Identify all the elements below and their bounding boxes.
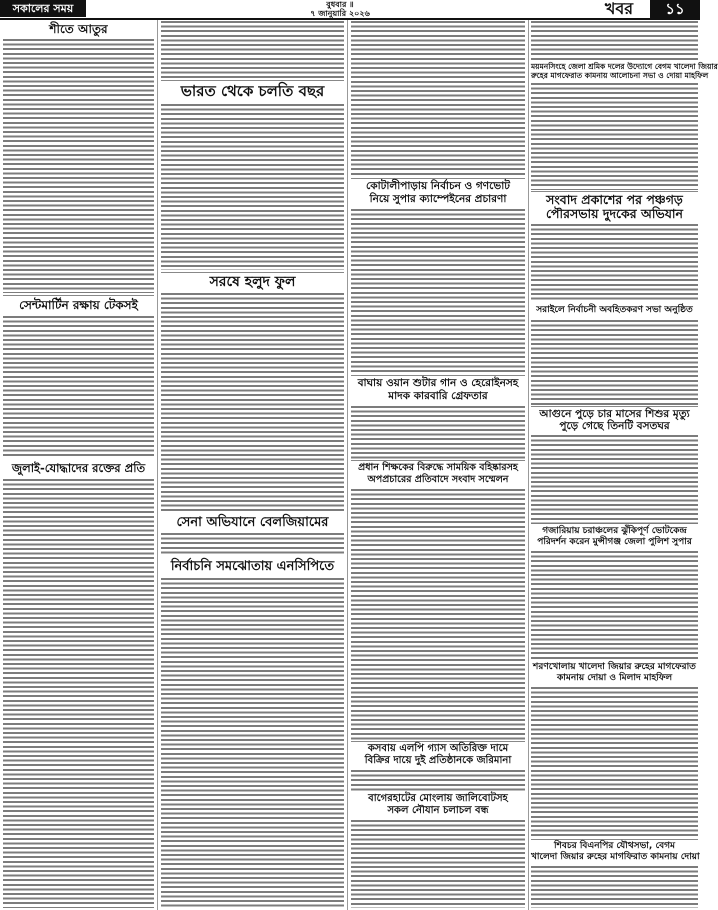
headline-line: বিক্রির দায়ে দুই প্রতিষ্ঠানকে জরিমানা: [364, 755, 512, 766]
headline-line: জুলাই-যোদ্ধাদের রক্তের প্রতি: [11, 461, 146, 475]
issue-date: [270, 0, 410, 18]
headline-line: সকল নৌযান চলাচল বন্ধ: [387, 805, 489, 816]
article-divider: [161, 80, 344, 81]
headline-line: নিয়ে সুপার ক্যাম্পেইনের প্রচারণা: [369, 193, 507, 205]
headline: [161, 558, 344, 575]
article-divider: [161, 272, 344, 273]
header-rule: [0, 18, 700, 20]
headline-line: সেন্টমার্টিন রক্ষায় টেকসই: [19, 298, 138, 312]
headline-line: সরষে হলুদ ফুল: [209, 274, 296, 290]
headline-line: অপপ্রচারের প্রতিবাদে সংবাদ সম্মেলন: [367, 474, 509, 485]
headline-line: সরাইলে নির্বাচনী অবহিতকরণ সভা অনুষ্ঠিত: [536, 305, 693, 315]
headline: [3, 297, 154, 313]
page-number: ১১: [650, 0, 700, 18]
headline-line: গজারিয়ায় চরাঞ্চলের ঝুঁকিপূর্ণ ভোটকেন্দ্র: [542, 526, 687, 536]
article-body: [531, 687, 698, 837]
headline: [351, 462, 525, 486]
article-divider: [351, 460, 525, 461]
article-body: [531, 866, 698, 908]
headline-line: সেনা অভিযানে বেলজিয়ামের: [176, 515, 329, 530]
headline: [351, 743, 525, 767]
issue-day: বুধবার ॥: [326, 0, 354, 9]
article-divider: [351, 375, 525, 376]
column-divider: [347, 20, 348, 910]
column-divider: [157, 20, 158, 910]
headline-line: শরণখোলায় খালেদা জিয়ার রুহের মাগফেরাত: [533, 662, 696, 672]
headline: [531, 304, 698, 317]
headline-line: নির্বাচনি সমঝোতায় এনসিপিতে: [170, 559, 335, 574]
article-body: [531, 83, 698, 190]
headline-line: ময়মনসিংহে জেলা শ্রমিক দলের উদ্যোগে বেগম খালেদা জিয়ার: [531, 62, 718, 71]
article-divider: [351, 741, 525, 742]
article-divider: [3, 295, 154, 296]
article-divider: [531, 406, 698, 407]
article-body: [161, 578, 344, 908]
article-body: [3, 479, 154, 908]
headline-line: শীতে আতুর: [49, 22, 108, 36]
section-title: খবর: [604, 0, 634, 18]
headline: [531, 62, 718, 80]
headline-line: সংবাদ প্রকাশের পর পঞ্চগড়: [546, 192, 683, 207]
headline: [161, 515, 344, 531]
masthead-logo: সকালের সময়: [0, 0, 86, 17]
headline-line: বাঘায় ওয়ান শুটার গান ও হেরোইনসহ: [357, 377, 519, 389]
article-body: [351, 489, 525, 740]
headline: [161, 82, 344, 101]
article-body: [161, 533, 344, 556]
headline: [531, 526, 698, 548]
headline: [531, 662, 698, 684]
article-body: [531, 435, 698, 524]
article-body: [3, 316, 154, 458]
article-divider: [531, 839, 698, 840]
headline-line: পরিদর্শন করেন মুন্সীগঞ্জ জেলা পুলিশ সুপার: [537, 537, 692, 547]
headline: [3, 22, 154, 37]
article-body: [3, 39, 154, 293]
article-body: [161, 104, 344, 270]
headline: [3, 461, 154, 476]
headline-line: বাগেরহাটের মোংলায় জালিবোটসহ: [368, 793, 508, 804]
article-body: [161, 21, 344, 78]
article-body: [351, 209, 525, 374]
headline-line: কসবায় এলপি গ্যাস অতিরিক্ত দামে: [367, 743, 509, 754]
headline-line: পুড়ে গেছে তিনটি বসতঘর: [559, 420, 670, 432]
article-divider: [351, 178, 525, 179]
article-body: [531, 551, 698, 659]
article-body: [351, 406, 525, 459]
headline-line: খালেদা জিয়ার রুহের মাগফিরাত কামনায় দোয়া: [531, 852, 700, 862]
headline: [531, 408, 698, 432]
headline-line: মাদক কারবারি গ্রেফতার: [388, 390, 488, 402]
column-divider: [528, 20, 529, 910]
headline-line: প্রধান শিক্ষকের বিরুদ্ধে সাময়িক বহিষ্কারসহ: [358, 462, 518, 473]
headline: [351, 377, 525, 403]
issue-date-text: ৭ জানুয়ারি ২০২৬: [310, 9, 370, 18]
article-body: [161, 293, 344, 513]
headline-line: কামনায় দোয়া ও মিলাদ মাহফিল: [556, 673, 673, 683]
article-body: [531, 320, 698, 405]
headline-line: রুহের মাগফেরাত কামনায় আলোচনা সভা ও দোয়া মাহফিল: [531, 71, 709, 80]
headline: [531, 193, 698, 221]
headline-line: শিবচর বিএনপির যৌথসভা, বেগম: [553, 841, 676, 851]
article-body: [531, 21, 698, 60]
headline-line: পৌরসভায় দুদকের অভিযান: [545, 206, 684, 221]
headline-line: কোটালীপাড়ায় নির্বাচন ও গণভোট: [366, 180, 510, 192]
article-body: [531, 224, 698, 302]
article-body: [351, 820, 525, 908]
headline: [531, 841, 698, 863]
headline: [161, 274, 344, 291]
article-body: [351, 21, 525, 176]
headline: [351, 180, 525, 206]
headline-line: ভারত থেকে চলতি বছর: [180, 82, 325, 100]
article-body: [351, 770, 525, 791]
headline: [351, 793, 525, 817]
headline-line: আগুনে পুড়ে চার মাসের শিশুর মৃত্যু: [539, 408, 690, 420]
